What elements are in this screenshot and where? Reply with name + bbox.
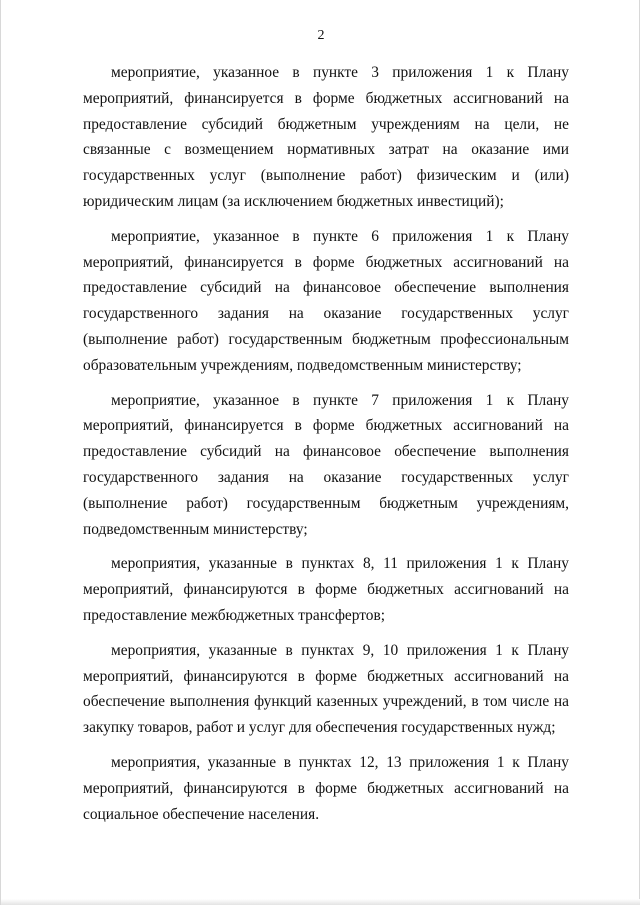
scan-edge-shadow — [1, 899, 640, 905]
paragraph-items-8-11: мероприятия, указанные в пунктах 8, 11 приложения 1 к Плану мероприятий, финансируются в форме бюджетных ассигнований на предоставление межбюджетных трансфертов; — [83, 555, 569, 624]
paragraph-item-7: мероприятие, указанное в пункте 7 приложения 1 к Плану мероприятий, финансируется в форме бюджетных ассигнований на предоставление субсидий на финансовое обеспечение выполнения государственного задания на оказание государственных услуг (выполнение работ) государственным бюджетным учреждениям, подведомственным министерству; — [83, 391, 569, 538]
paragraph-item-6: мероприятие, указанное в пункте 6 приложения 1 к Плану мероприятий, финансируется в форме бюджетных ассигнований на предоставление субсидий на финансовое обеспечение выполнения государственного задания на оказание государственных услуг (выполнение работ) государственным бюджетным профессиональным образовательным учреждениям, подведомственным министерству; — [83, 227, 569, 374]
document-body — [83, 60, 569, 836]
paragraph-item-3: мероприятие, указанное в пункте 3 приложения 1 к Плану мероприятий, финансируется в форме бюджетных ассигнований на предоставление субсидий бюджетным учреждениям на цели, не связанные с возмещением нормативных затрат на оказание ими государственных услуг (выполнение работ) физическим и (или) юридическим лицам (за исключением бюджетных инвестиций); — [83, 64, 569, 210]
page-number: 2 — [317, 28, 325, 43]
paragraph-items-9-10: мероприятия, указанные в пунктах 9, 10 приложения 1 к Плану мероприятий, финансируются в форме бюджетных ассигнований на обеспечение выполнения функций казенных учреждений, в том числе на закупку товаров, работ и услуг для обеспечения государственных нужд; — [83, 641, 569, 737]
paragraph-items-12-13: мероприятия, указанные в пунктах 12, 13 приложения 1 к Плану мероприятий, финансируются в форме бюджетных ассигнований на социальное обеспечение населения. — [83, 753, 569, 823]
